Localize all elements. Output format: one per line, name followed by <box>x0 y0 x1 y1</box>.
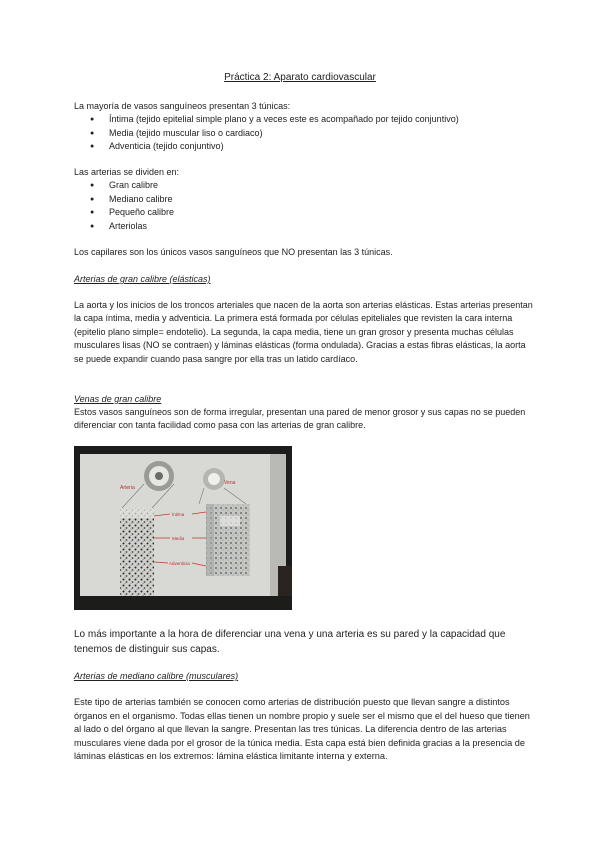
list-item: ● Media (tejido muscular liso o cardiaco) <box>74 127 534 140</box>
medium-arteries-body: Este tipo de arterias también se conocen como arterias de distribución puesto que llevan sangre a distintos órganos en el organismo. Todas ellas tienen un nombre propio y suele ser el mismo que el del hueso que tienen al lado o del órgano al que llevan la sangre. Presentan las tres túnicas. La diferencia dentro de las arterias musculares viene dada por el grosor de la túnica media. Esta capa está bien definida gracias a la presencia de láminas elásticas en los extremos: lámina elástica limitante interna y externa. <box>74 697 530 761</box>
arteries-section <box>74 166 534 233</box>
arteries-list <box>74 179 534 233</box>
comparison-paragraph: Lo más importante a la hora de diferenciar una vena y una arteria es su pared y la capacidad que tenemos de distinguir sus capas. <box>74 629 506 655</box>
list-item: ● Gran calibre <box>74 179 534 192</box>
arteries-lead: Las arterias se dividen en: <box>74 167 180 177</box>
intro-lead: La mayoría de vasos sanguíneos presentan 3 túnicas: <box>74 101 291 111</box>
tunics-list <box>74 113 534 153</box>
intro-section <box>74 100 534 154</box>
adventicia-label: Adventicia <box>169 561 190 566</box>
capillaries-paragraph: Los capilares son los únicos vasos sanguíneos que NO presentan las 3 túnicas. <box>74 247 393 257</box>
page-title: Práctica 2: Aparato cardiovascular <box>224 72 376 83</box>
list-item: ● Arteriolas <box>74 220 534 233</box>
list-item: ● Mediano calibre <box>74 193 534 206</box>
veins-body: Estos vasos sanguíneos son de forma irregular, presentan una pared de menor grosor y sus capas no se pueden diferenciar con tanta facilidad como pasa con las arterias de gran calibre. <box>74 407 526 431</box>
vessel-photo <box>74 446 292 610</box>
list-item: ● Pequeño calibre <box>74 206 534 219</box>
list-item: ● Adventicia (tejido conjuntivo) <box>74 140 534 153</box>
list-item: ● Íntima (tejido epitelial simple plano y a veces este es acompañado por tejido conjuntivo) <box>74 113 534 126</box>
intima-label: Íntima <box>172 512 185 517</box>
vein-label: Vena <box>224 480 236 486</box>
artery-label: Arteria <box>120 485 135 491</box>
large-arteries-body: La aorta y los inicios de los troncos arteriales que nacen de la aorta son arterias elásticas. Estas arterias presentan la capa íntima, media y adventicia. La primera está formada por células epiteliales que revisten la cara interna (epitelio plano simple= endotelio). La segunda, la capa media, tiene un gran grosor y presenta muchas células musculares lisas (NO se contraen) y láminas elásticas (forma ondulada). Gracias a estas fibras elásticas, la aorta se puede expandir cuando pasa sangre por ella tras un latido cardíaco. <box>74 300 533 364</box>
vessel-diagram <box>74 446 292 610</box>
veins-heading: Venas de gran calibre <box>74 394 162 404</box>
artery-wall <box>120 508 154 596</box>
large-arteries-heading: Arterias de gran calibre (elásticas) <box>74 274 211 284</box>
media-label: Media <box>172 536 185 541</box>
medium-arteries-heading: Arterias de mediano calibre (musculares) <box>74 671 239 681</box>
